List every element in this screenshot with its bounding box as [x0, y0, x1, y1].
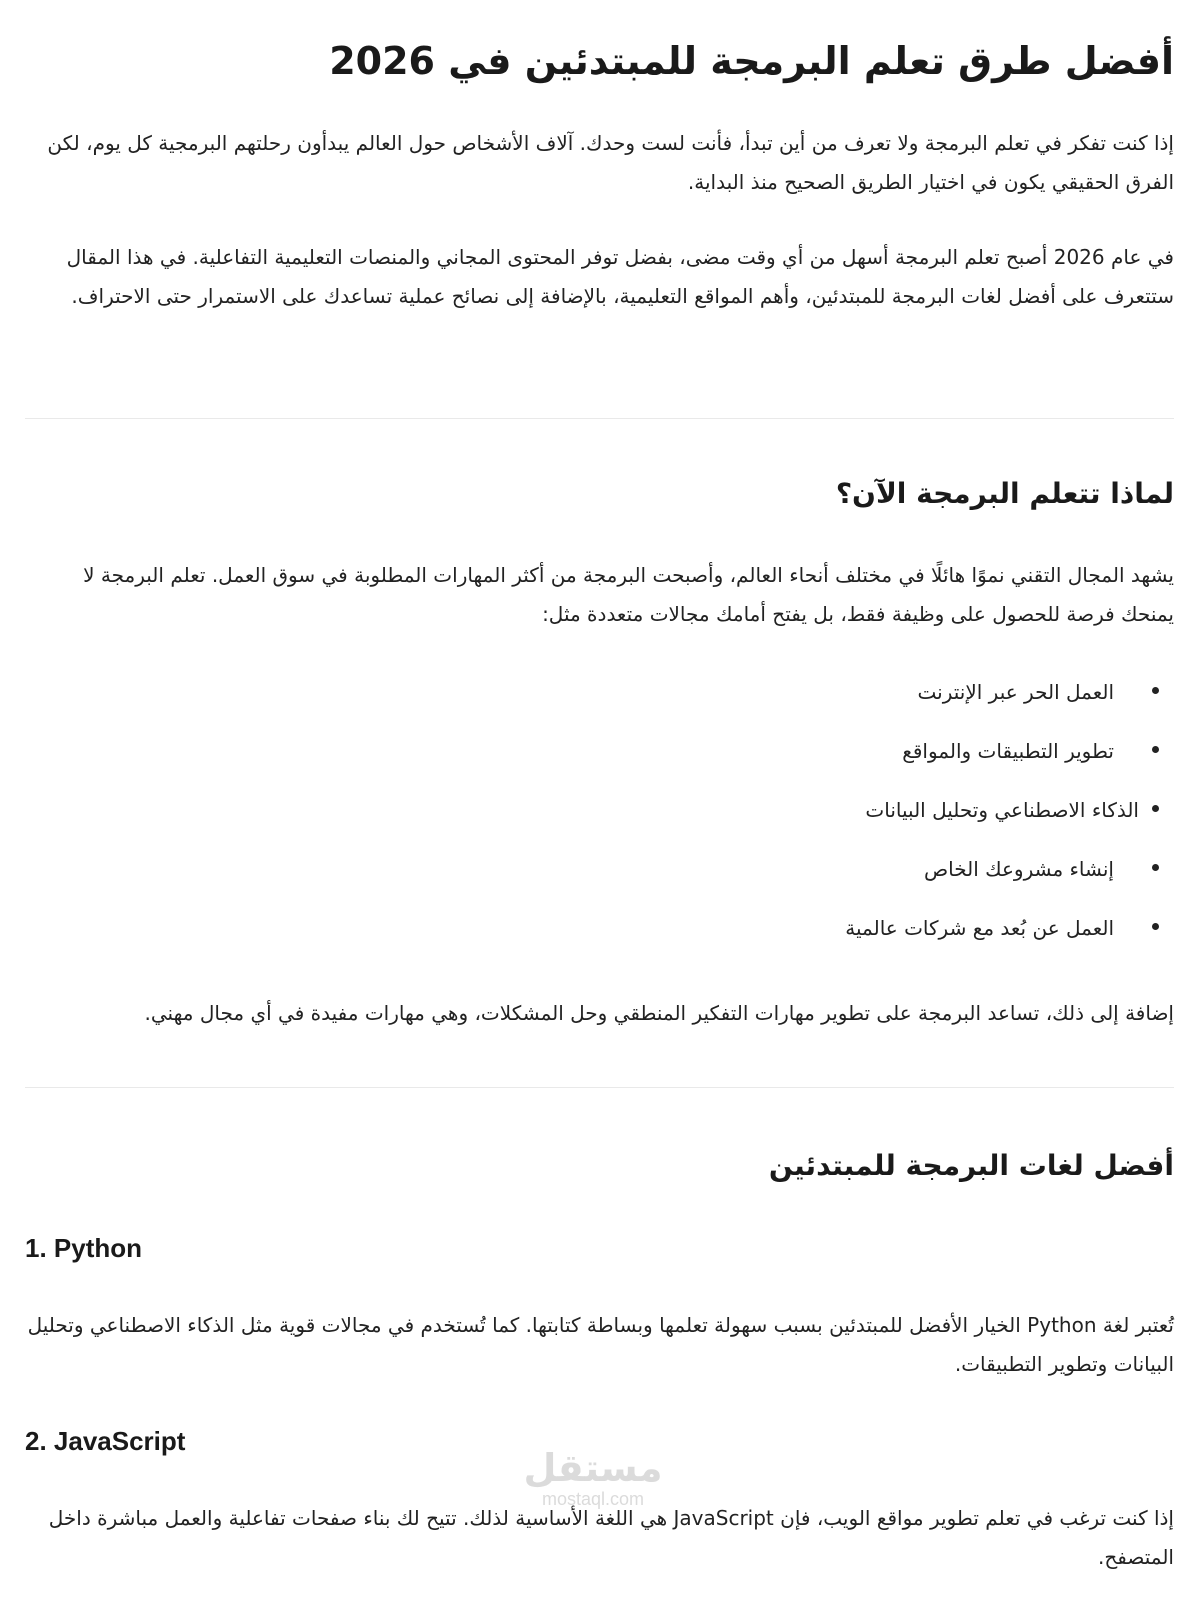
bullet-icon — [1152, 805, 1159, 812]
section-divider — [25, 1087, 1174, 1088]
bullet-icon — [1152, 923, 1159, 930]
article-title: أفضل طرق تعلم البرمجة للمبتدئين في 2026 — [329, 39, 1174, 83]
list-item-text: العمل الحر عبر الإنترنت — [917, 680, 1114, 704]
why-section-closing: إضافة إلى ذلك، تساعد البرمجة على تطوير مهارات التفكير المنطقي وحل المشكلات، وهي مهارات مفيدة في أي مجال مهني. — [144, 1001, 1174, 1025]
section-divider — [25, 418, 1174, 419]
language-title-javascript: 2. JavaScript — [25, 1426, 186, 1456]
language-description-python: تُعتبر لغة Python الخيار الأفضل للمبتدئين بسبب سهولة تعلمها وبساطة كتابتها. كما تُستخدم في مجالات قوية مثل الذكاء الاصطناعي وتحليل البيانات وتطوير التطبيقات. — [27, 1313, 1174, 1376]
list-item-text: إنشاء مشروعك الخاص — [923, 857, 1114, 881]
list-item-text: تطوير التطبيقات والمواقع — [902, 739, 1114, 763]
bullet-icon — [1152, 746, 1159, 753]
watermark-logo: مستقل — [523, 1446, 663, 1490]
language-description-javascript: إذا كنت ترغب في تعلم تطوير مواقع الويب، فإن JavaScript هي اللغة الأساسية لذلك. تتيح لك بناء صفحات تفاعلية والعمل مباشرة داخل المتصفح. — [48, 1506, 1174, 1569]
intro-paragraph-1: إذا كنت تفكر في تعلم البرمجة ولا تعرف من أين تبدأ، فأنت لست وحدك. آلاف الأشخاص حول العالم يبدأون رحلتهم البرمجية كل يوم، لكن الفرق الحقيقي يكون في اختيار الطريق الصحيح منذ البداية. — [47, 131, 1174, 194]
list-item — [814, 672, 1174, 731]
why-section-heading: لماذا تتعلم البرمجة الآن؟ — [835, 477, 1174, 510]
list-item — [814, 908, 1174, 967]
list-item — [814, 849, 1174, 908]
language-title-python: 1. Python — [25, 1233, 143, 1263]
intro-paragraph-2: في عام 2026 أصبح تعلم البرمجة أسهل من أي وقت مضى، بفضل توفر المحتوى المجاني والمنصات التعليمية التفاعلية. في هذا المقال ستتعرف على أفضل لغات البرمجة للمبتدئين، وأهم المواقع التعليمية، بالإضافة إلى نصائح عملية تساعدك على الاستمرار حتى الاحتراف. — [66, 245, 1174, 308]
list-item-text: الذكاء الاصطناعي وتحليل البيانات — [865, 798, 1139, 822]
bullet-icon — [1152, 687, 1159, 694]
list-item — [814, 731, 1174, 790]
list-item — [814, 790, 1174, 849]
watermark-url: mostaql.com — [541, 1489, 645, 1509]
why-section-paragraph: يشهد المجال التقني نموًا هائلًا في مختلف أنحاء العالم، وأصبحت البرمجة من أكثر المهارات المطلوبة في سوق العمل. تعلم البرمجة لا يمنحك فرصة للحصول على وظيفة فقط، بل يفتح أمامك مجالات متعددة مثل: — [83, 563, 1174, 626]
list-item-text: العمل عن بُعد مع شركات عالمية — [845, 916, 1114, 940]
bullet-icon — [1152, 864, 1159, 871]
fields-list — [814, 672, 1174, 967]
languages-section-heading: أفضل لغات البرمجة للمبتدئين — [768, 1149, 1174, 1182]
